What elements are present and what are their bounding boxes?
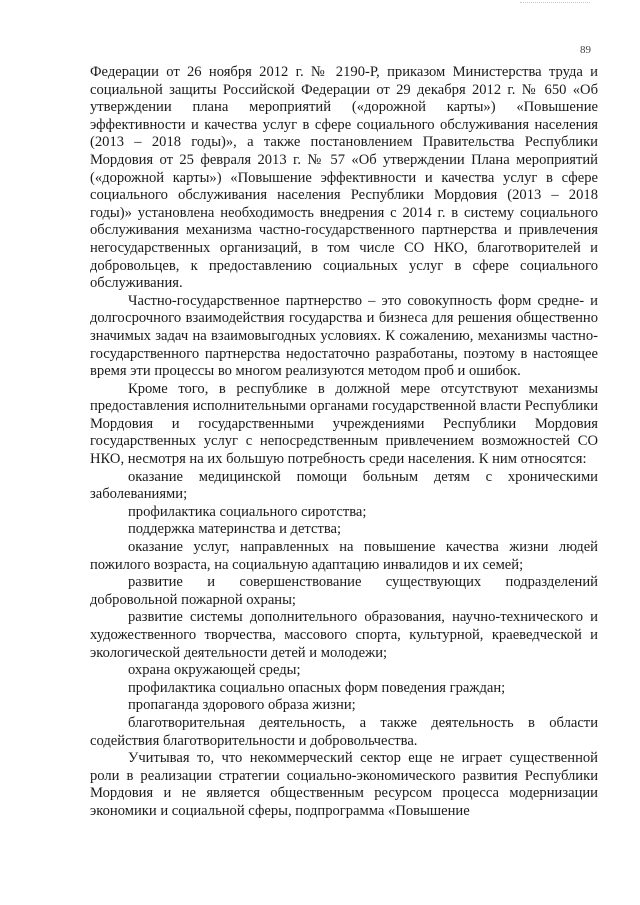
list-item: развитие и совершенствование существующих подразделений добровольной пожарной охраны;: [90, 574, 598, 608]
page-number: 89: [580, 44, 591, 56]
paragraph: Учитывая то, что некоммерческий сектор еще не играет существенной роли в реализации стратегии социально-экономического развития Республики Мордовия и не является общественным ресурсом процесса модернизации экономики и социальной сферы, подпрограмма «Повышение: [90, 750, 598, 819]
scan-artifact: [520, 2, 590, 9]
list-item: профилактика социально опасных форм поведения граждан;: [128, 679, 506, 696]
list-item: оказание услуг, направленных на повышение качества жизни людей пожилого возраста, на социальную адаптацию инвалидов и их семей;: [90, 539, 598, 573]
paragraph: Федерации от 26 ноября 2012 г. № 2190-Р, приказом Министерства труда и социальной защиты Российской Федерации от 29 декабря 2012 г. № 650 «Об утверждении плана мероприятий («дорожной карты») «Повышение эффективности и качества услуг в сфере социального обслуживания населения (2013 – 2018 годы)», а также постановлением Правительства Республики Мордовия от 25 февраля 2013 г. № 57 «Об утверждении Плана мероприятий («дорожной карты») «Повышение эффективности и качества услуг в сфере социального обслуживания населения Республики Мордовия (2013 – 2018 годы)» установлена необходимость внедрения с 2014 г. в систему социального обслуживания механизма частно-государственного партнерства и привлечения негосударственных организаций, в том числе СО НКО, благотворителей и добровольцев, к предоставлению социальных услуг в сфере социального обслуживания.: [90, 64, 598, 292]
list-item: благотворительная деятельность, а также деятельность в области содействия благотворительности и добровольчества.: [90, 714, 598, 749]
list-item: поддержка материнства и детства;: [128, 521, 342, 538]
paragraph: Частно-государственное партнерство – это совокупность форм средне- и долгосрочного взаимодействия государства и бизнеса для решения общественно значимых задач на взаимовыгодных условиях. К сожалению, механизмы частно-государственного партнерства недостаточно разработаны, поэтому в настоящее время эти процессы во многом реализуются методом проб и ошибок.: [90, 292, 598, 380]
list-item: пропаганда здорового образа жизни;: [128, 697, 356, 714]
list-item: оказание медицинской помощи больным детям с хроническими заболеваниями;: [90, 468, 598, 503]
list-item: профилактика социального сиротства;: [128, 503, 367, 520]
list-item: охрана окружающей среды;: [128, 662, 301, 679]
paragraph: Кроме того, в республике в должной мере отсутствуют механизмы предоставления исполнительными органами государственной власти Республики Мордовия и государственными учреждениями Республики Мордовия государственных услуг с непосредственным привлечением возможностей СО НКО, несмотря на их большую потребность среди населения. К ним относятся:: [90, 380, 598, 468]
document-body: [90, 64, 598, 821]
list-item: развитие системы дополнительного образования, научно-технического и художественного творчества, массового спорта, культурной, краеведческой и экологической деятельности детей и молодежи;: [90, 609, 598, 661]
